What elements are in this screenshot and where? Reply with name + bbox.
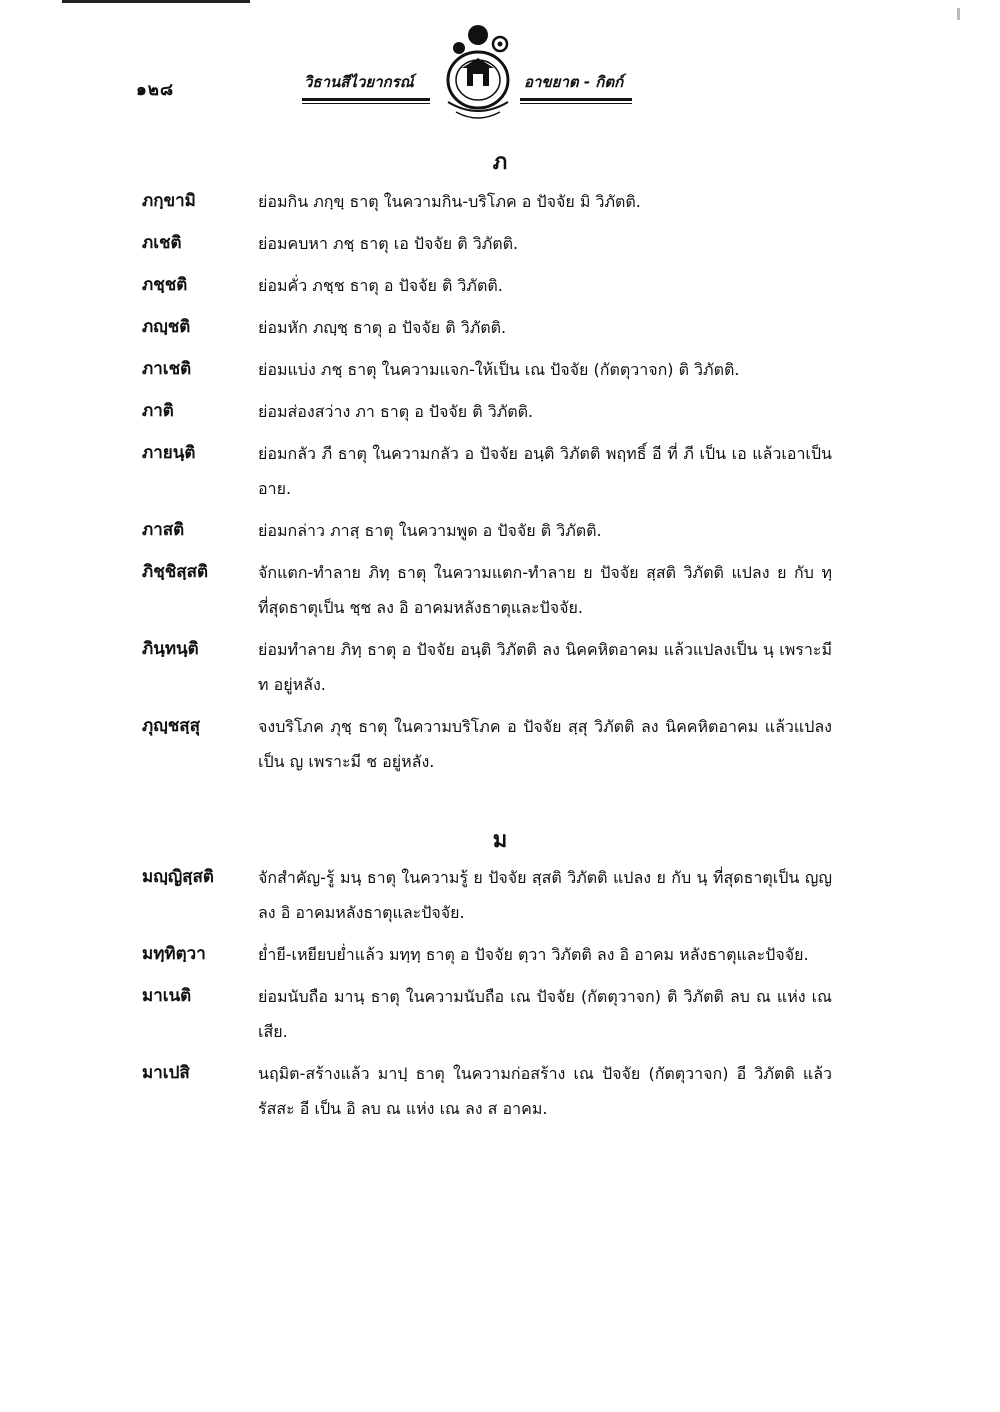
header-rule-right-thin bbox=[520, 103, 632, 104]
entry-definition: ย่อมคบหา ภชฺ ธาตุ เอ ปัจจัย ติ วิภัตติ. bbox=[258, 234, 519, 253]
dictionary-entry bbox=[142, 394, 832, 429]
entry-term: ภาเชติ bbox=[142, 359, 192, 379]
entry-term: ภาสติ bbox=[142, 520, 185, 540]
entry-definition: ย่อมหัก ภญฺชฺ ธาตุ อ ปัจจัย ติ วิภัตติ. bbox=[258, 318, 507, 337]
dictionary-entry bbox=[142, 436, 832, 506]
entry-definition: จักแตก-ทำลาย ภิทฺ ธาตุ ในความแตก-ทำลาย ย ปัจจัย สฺสติ วิภัตติ แปลง ย กับ ทฺ ที่สุดธาตุเป็น ชฺช ลง อิ อาคมหลังธาตุและปัจจัย. bbox=[258, 563, 832, 617]
entry-definition: จงบริโภค ภุชฺ ธาตุ ในความบริโภค อ ปัจจัย สฺสุ วิภัตติ ลง นิคคหิตอาคม แล้วแปลงเป็น ญ เพราะมี ช อยู่หลัง. bbox=[258, 717, 832, 771]
entry-term: ภาติ bbox=[142, 401, 174, 421]
header-rule-right bbox=[520, 98, 632, 101]
dictionary-entry bbox=[142, 937, 832, 972]
entry-term: ภินฺทนฺติ bbox=[142, 639, 199, 659]
page-header bbox=[0, 24, 1000, 134]
dictionary-entry bbox=[142, 268, 832, 303]
page-number: ๑๒๘ bbox=[136, 80, 175, 100]
entry-definition: ย่อมส่องสว่าง ภา ธาตุ อ ปัจจัย ติ วิภัตติ. bbox=[258, 402, 534, 421]
entry-term: ภชฺชติ bbox=[142, 275, 188, 295]
entry-definition: ย่อมนับถือ มานฺ ธาตุ ในความนับถือ เณ ปัจจัย (กัตตุวาจก) ติ วิภัตติ ลบ ณ แห่ง เณ เสีย. bbox=[258, 987, 832, 1041]
entry-term: ภกฺขามิ bbox=[142, 191, 196, 211]
header-title-right: อาขยาต - กิตก์ bbox=[524, 73, 624, 91]
section-heading-bha: ภ bbox=[492, 150, 508, 175]
entry-definition: ย่อมกิน ภกฺขฺ ธาตุ ในความกิน-บริโภค อ ปัจจัย มิ วิภัตติ. bbox=[258, 192, 641, 211]
entry-term: ภิชฺชิสฺสติ bbox=[142, 562, 209, 582]
scan-edge-dot bbox=[957, 8, 960, 20]
header-rule-left bbox=[302, 98, 430, 101]
entry-definition: จักสำคัญ-รู้ มนฺ ธาตุ ในความรู้ ย ปัจจัย สฺสติ วิภัตติ แปลง ย กับ นฺ ที่สุดธาตุเป็น ญญ ลง อิ อาคมหลังธาตุและปัจจัย. bbox=[258, 868, 833, 922]
dictionary-entry bbox=[142, 632, 832, 702]
entry-definition: ย่ำยี-เหยียบย่ำแล้ว มทฺทฺ ธาตุ อ ปัจจัย ตฺวา วิภัตติ ลง อิ อาคม หลังธาตุและปัจจัย. bbox=[258, 945, 809, 964]
dictionary-entry bbox=[142, 860, 832, 930]
entry-definition: ย่อมแบ่ง ภชฺ ธาตุ ในความแจก-ให้เป็น เณ ปัจจัย (กัตตุวาจก) ติ วิภัตติ. bbox=[258, 360, 740, 379]
header-title-left: วิธานสีไวยากรณ์ bbox=[304, 73, 414, 91]
entry-term: ภุญฺชสฺสุ bbox=[142, 716, 200, 736]
entry-term: ภเชติ bbox=[142, 233, 182, 253]
entry-term: มาเนติ bbox=[142, 986, 192, 1006]
dictionary-entry bbox=[142, 709, 832, 779]
entry-definition: นฤมิต-สร้างแล้ว มาปฺ ธาตุ ในความก่อสร้าง เณ ปัจจัย (กัตตุวาจก) อี วิภัตติ แล้ว รัสสะ อี เป็น อิ ลบ ณ แห่ง เณ ลง ส อาคม. bbox=[258, 1064, 832, 1118]
header-rule-left-thin bbox=[302, 103, 430, 104]
entry-definition: ย่อมคั่ว ภชฺช ธาตุ อ ปัจจัย ติ วิภัตติ. bbox=[258, 276, 503, 295]
entry-term: ภายนฺติ bbox=[142, 443, 196, 463]
entries-bha bbox=[142, 184, 832, 786]
section-heading-ma: ม bbox=[492, 828, 508, 853]
entry-term: มญฺญิสฺสติ bbox=[142, 867, 214, 887]
entry-term: ภญฺชติ bbox=[142, 317, 191, 337]
dictionary-entry bbox=[142, 352, 832, 387]
dictionary-entry bbox=[142, 310, 832, 345]
entry-definition: ย่อมทำลาย ภิทฺ ธาตุ อ ปัจจัย อนฺติ วิภัตติ ลง นิคคหิตอาคม แล้วแปลงเป็น นฺ เพราะมี ท อยู่หลัง. bbox=[258, 640, 832, 694]
dictionary-entry bbox=[142, 555, 832, 625]
dictionary-entry bbox=[142, 1056, 832, 1126]
entry-definition: ย่อมกล่าว ภาสฺ ธาตุ ในความพูด อ ปัจจัย ติ วิภัตติ. bbox=[258, 521, 602, 540]
entry-term: มทฺทิตฺวา bbox=[142, 944, 206, 964]
entry-term: มาเปสิ bbox=[142, 1063, 190, 1083]
dictionary-entry bbox=[142, 513, 832, 548]
entry-definition: ย่อมกลัว ภี ธาตุ ในความกลัว อ ปัจจัย อนฺติ วิภัตติ พฤทธิ์ อี ที่ ภี เป็น เอ แล้วเอาเป็น อาย. bbox=[258, 444, 832, 498]
dictionary-entry bbox=[142, 226, 832, 261]
emblem-logo bbox=[432, 24, 524, 134]
dictionary-entry bbox=[142, 979, 832, 1049]
dictionary-entry bbox=[142, 184, 832, 219]
scan-edge-mark bbox=[62, 0, 250, 3]
entries-ma bbox=[142, 860, 832, 1133]
